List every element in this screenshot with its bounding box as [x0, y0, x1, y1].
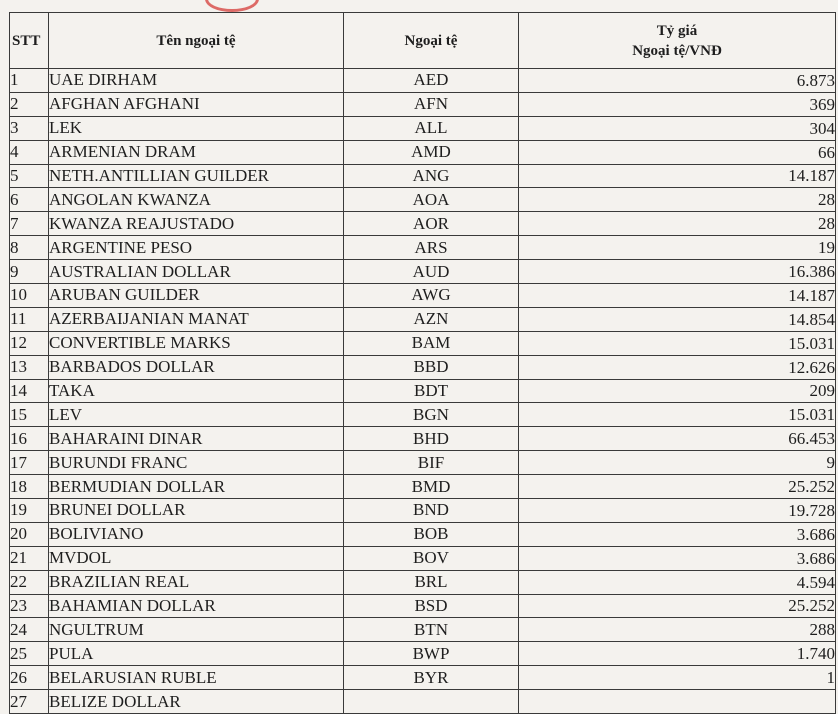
row-currency-code: AWG	[344, 284, 519, 308]
table-row	[10, 642, 836, 666]
header-currency-name: Tên ngoại tệ	[49, 13, 344, 69]
row-exchange-rate: 288	[519, 618, 836, 642]
row-exchange-rate: 28	[519, 188, 836, 212]
row-currency-code: BBD	[344, 355, 519, 379]
row-currency-name: BAHAMIAN DOLLAR	[49, 594, 344, 618]
row-currency-name: BOLIVIANO	[49, 522, 344, 546]
table-row	[10, 260, 836, 284]
row-stt: 3	[10, 116, 49, 140]
table-row	[10, 570, 836, 594]
row-currency-name: NETH.ANTILLIAN GUILDER	[49, 164, 344, 188]
row-currency-name: ARMENIAN DRAM	[49, 140, 344, 164]
row-currency-name: AFGHAN AFGHANI	[49, 92, 344, 116]
row-stt: 10	[10, 284, 49, 308]
row-currency-name: KWANZA REAJUSTADO	[49, 212, 344, 236]
row-exchange-rate: 28	[519, 212, 836, 236]
row-exchange-rate: 369	[519, 92, 836, 116]
row-currency-code: BDT	[344, 379, 519, 403]
row-stt: 13	[10, 355, 49, 379]
row-currency-code: AFN	[344, 92, 519, 116]
table-row	[10, 164, 836, 188]
table-row	[10, 69, 836, 93]
row-exchange-rate: 19	[519, 236, 836, 260]
row-stt: 2	[10, 92, 49, 116]
row-currency-code: BMD	[344, 475, 519, 499]
row-stt: 26	[10, 666, 49, 690]
row-exchange-rate: 3.686	[519, 522, 836, 546]
row-currency-name: BRAZILIAN REAL	[49, 570, 344, 594]
row-exchange-rate	[519, 690, 836, 714]
table-row	[10, 212, 836, 236]
row-exchange-rate: 14.187	[519, 164, 836, 188]
row-currency-name: LEV	[49, 403, 344, 427]
row-exchange-rate: 66.453	[519, 427, 836, 451]
row-stt: 27	[10, 690, 49, 714]
row-currency-name: AZERBAIJANIAN MANAT	[49, 307, 344, 331]
row-currency-code: BHD	[344, 427, 519, 451]
table-row	[10, 690, 836, 714]
table-row	[10, 403, 836, 427]
row-currency-code: BGN	[344, 403, 519, 427]
row-exchange-rate: 14.854	[519, 307, 836, 331]
row-stt: 5	[10, 164, 49, 188]
row-currency-code: BND	[344, 499, 519, 523]
table-row	[10, 284, 836, 308]
row-currency-name: ANGOLAN KWANZA	[49, 188, 344, 212]
header-rate-line1: Tỷ giá	[656, 22, 698, 39]
header-exchange-rate	[519, 13, 836, 69]
header-currency-code: Ngoại tệ	[344, 13, 519, 69]
row-currency-code: BTN	[344, 618, 519, 642]
row-currency-name: NGULTRUM	[49, 618, 344, 642]
row-currency-code: BAM	[344, 331, 519, 355]
table-row	[10, 499, 836, 523]
table-row	[10, 236, 836, 260]
header-stt: STT	[10, 13, 49, 69]
row-currency-name: MVDOL	[49, 546, 344, 570]
row-stt: 15	[10, 403, 49, 427]
row-exchange-rate: 19.728	[519, 499, 836, 523]
row-exchange-rate: 25.252	[519, 594, 836, 618]
row-stt: 6	[10, 188, 49, 212]
table-row	[10, 522, 836, 546]
row-currency-name: UAE DIRHAM	[49, 69, 344, 93]
table-row	[10, 451, 836, 475]
row-exchange-rate: 12.626	[519, 355, 836, 379]
red-stamp-fragment	[205, 0, 259, 12]
row-currency-code: BWP	[344, 642, 519, 666]
table-row	[10, 666, 836, 690]
row-currency-name: TAKA	[49, 379, 344, 403]
row-stt: 4	[10, 140, 49, 164]
row-exchange-rate: 66	[519, 140, 836, 164]
row-currency-code: AUD	[344, 260, 519, 284]
row-currency-name: ARGENTINE PESO	[49, 236, 344, 260]
table-row	[10, 427, 836, 451]
row-exchange-rate: 1	[519, 666, 836, 690]
row-currency-code: AOA	[344, 188, 519, 212]
row-stt: 25	[10, 642, 49, 666]
table-row	[10, 307, 836, 331]
row-currency-name: BAHARAINI DINAR	[49, 427, 344, 451]
row-stt: 21	[10, 546, 49, 570]
row-currency-code: BRL	[344, 570, 519, 594]
row-currency-name: BELIZE DOLLAR	[49, 690, 344, 714]
table-row	[10, 379, 836, 403]
row-exchange-rate: 15.031	[519, 403, 836, 427]
row-currency-code: ARS	[344, 236, 519, 260]
row-currency-name: CONVERTIBLE MARKS	[49, 331, 344, 355]
row-stt: 12	[10, 331, 49, 355]
row-stt: 24	[10, 618, 49, 642]
row-stt: 7	[10, 212, 49, 236]
row-exchange-rate: 25.252	[519, 475, 836, 499]
row-currency-name: PULA	[49, 642, 344, 666]
row-currency-name: BURUNDI FRANC	[49, 451, 344, 475]
row-currency-code: BSD	[344, 594, 519, 618]
row-exchange-rate: 209	[519, 379, 836, 403]
row-stt: 20	[10, 522, 49, 546]
row-currency-code: AOR	[344, 212, 519, 236]
row-exchange-rate: 1.740	[519, 642, 836, 666]
row-currency-name: BRUNEI DOLLAR	[49, 499, 344, 523]
row-exchange-rate: 9	[519, 451, 836, 475]
row-stt: 8	[10, 236, 49, 260]
row-stt: 16	[10, 427, 49, 451]
row-exchange-rate: 4.594	[519, 570, 836, 594]
row-currency-code: AZN	[344, 307, 519, 331]
row-exchange-rate: 6.873	[519, 69, 836, 93]
row-exchange-rate: 3.686	[519, 546, 836, 570]
row-exchange-rate: 16.386	[519, 260, 836, 284]
row-stt: 18	[10, 475, 49, 499]
table-row	[10, 594, 836, 618]
row-stt: 9	[10, 260, 49, 284]
row-currency-name: LEK	[49, 116, 344, 140]
row-currency-name: BARBADOS DOLLAR	[49, 355, 344, 379]
table-header-row	[10, 13, 836, 69]
row-currency-code: ANG	[344, 164, 519, 188]
table-row	[10, 188, 836, 212]
row-stt: 11	[10, 307, 49, 331]
row-currency-name: AUSTRALIAN DOLLAR	[49, 260, 344, 284]
table-row	[10, 355, 836, 379]
exchange-rate-table	[9, 12, 836, 714]
table-row	[10, 140, 836, 164]
table-row	[10, 92, 836, 116]
row-stt: 14	[10, 379, 49, 403]
row-stt: 19	[10, 499, 49, 523]
row-currency-code: BOB	[344, 522, 519, 546]
header-rate-line2: Ngoại tệ/VNĐ	[632, 42, 722, 59]
row-currency-name: ARUBAN GUILDER	[49, 284, 344, 308]
table-row	[10, 331, 836, 355]
table-row	[10, 475, 836, 499]
row-currency-code: BIF	[344, 451, 519, 475]
row-stt: 23	[10, 594, 49, 618]
row-currency-name: BERMUDIAN DOLLAR	[49, 475, 344, 499]
row-stt: 1	[10, 69, 49, 93]
row-currency-code	[344, 690, 519, 714]
table-row	[10, 546, 836, 570]
table-row	[10, 618, 836, 642]
row-currency-name: BELARUSIAN RUBLE	[49, 666, 344, 690]
row-currency-code: BOV	[344, 546, 519, 570]
row-exchange-rate: 14.187	[519, 284, 836, 308]
row-currency-code: AED	[344, 69, 519, 93]
row-currency-code: AMD	[344, 140, 519, 164]
row-exchange-rate: 304	[519, 116, 836, 140]
row-exchange-rate: 15.031	[519, 331, 836, 355]
table-row	[10, 116, 836, 140]
row-currency-code: BYR	[344, 666, 519, 690]
row-stt: 17	[10, 451, 49, 475]
row-stt: 22	[10, 570, 49, 594]
row-currency-code: ALL	[344, 116, 519, 140]
